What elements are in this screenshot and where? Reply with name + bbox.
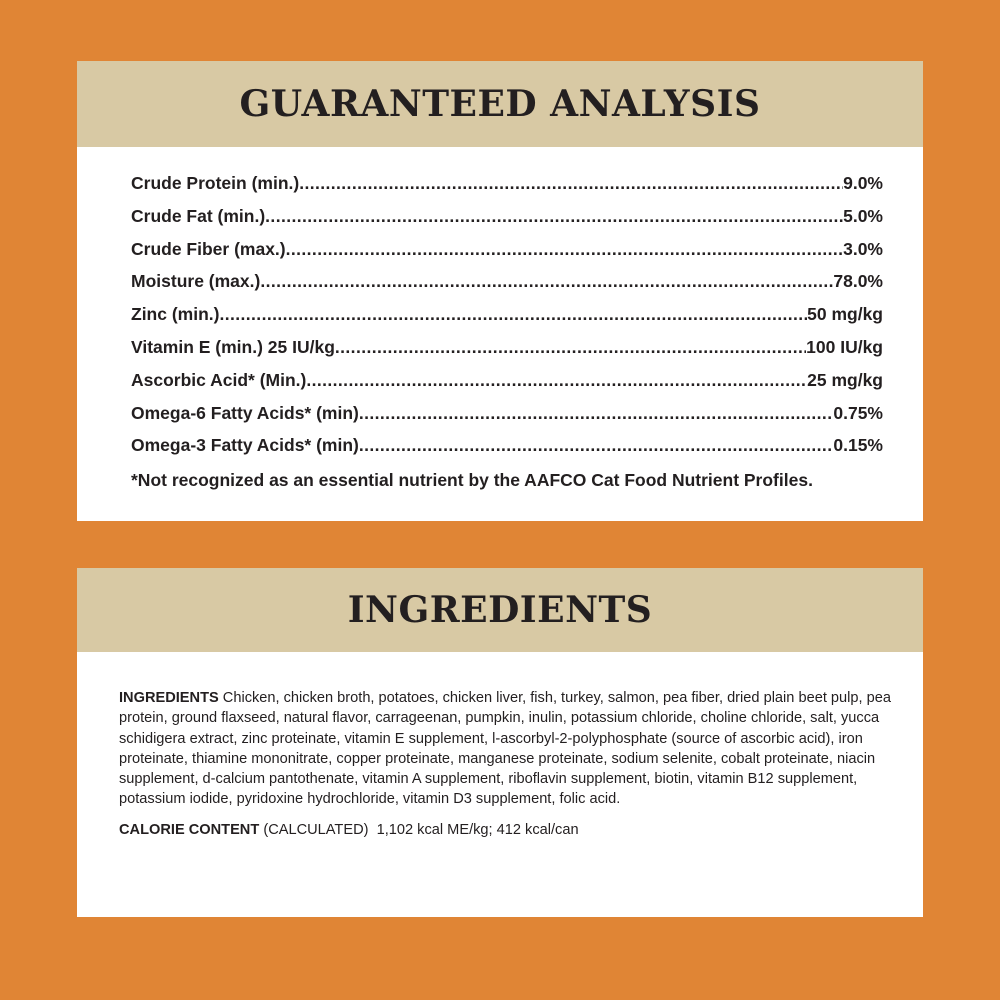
analysis-label: Zinc (min.): [131, 304, 220, 325]
analysis-label: Omega-6 Fatty Acids* (min): [131, 402, 359, 423]
ingredients-panel: [77, 568, 923, 917]
analysis-label: Omega-3 Fatty Acids* (min): [131, 435, 359, 456]
analysis-label: Crude Protein (min.): [131, 173, 300, 193]
dot-leader: [359, 435, 834, 456]
analysis-value: 0.15%: [833, 435, 883, 456]
ingredients-text: Chicken, chicken broth, potatoes, chicken liver, fish, turkey, salmon, pea fiber, dried plain beet pulp, pea protein, ground flaxseed, natural flavor, carrageenan, pumpkin, inulin, potassium chloride, choline chloride, salt, yucca schidigera extract, zinc proteinate, vitamin E supplement, l-ascorbyl-2-polyphosphate (source of ascorbic acid), iron proteinate, thiamine mononitrate, copper proteinate, manganese proteinate, sodium selenite, cobalt proteinate, niacin supplement, d-calcium pantothenate, vitamin A supplement, riboflavin supplement, biotin, vitamin B12 supplement, potassium iodide, pyridoxine hydrochloride, vitamin D3 supplement, folic acid.: [119, 690, 891, 808]
analysis-value: 0.75%: [833, 402, 883, 423]
calorie-content-value: 1,102 kcal ME/kg; 412 kcal/can: [376, 821, 579, 838]
analysis-label: Crude Fiber (max.): [131, 238, 286, 259]
calorie-content-qualifier: (CALCULATED): [263, 821, 369, 838]
analysis-label: Moisture (max.): [131, 271, 261, 292]
ingredients-lead: INGREDIENTS: [119, 690, 219, 706]
analysis-row-moisture: [131, 271, 883, 304]
aafco-footnote: *Not recognized as an essential nutrient by the AAFCO Cat Food Nutrient Profiles.: [131, 470, 813, 491]
ingredients-body: [119, 688, 894, 840]
dot-leader: [299, 173, 843, 194]
ingredients-title: INGREDIENTS: [347, 589, 653, 631]
analysis-row-crude-fat: [131, 206, 883, 239]
analysis-label: Crude Fat (min.): [131, 205, 266, 226]
analysis-label: Ascorbic Acid* (Min.): [131, 369, 307, 390]
guaranteed-analysis-header: [77, 61, 923, 147]
dot-leader: [286, 239, 843, 260]
analysis-table: [131, 173, 883, 491]
ingredients-header: [77, 568, 923, 652]
analysis-row-vitamin-e: [131, 337, 883, 370]
dot-leader: [335, 337, 806, 358]
analysis-value: 25 mg/kg: [807, 369, 883, 390]
guaranteed-analysis-panel: [77, 61, 923, 521]
analysis-row-ascorbic-acid: [131, 370, 883, 403]
analysis-value: 100 IU/kg: [806, 336, 883, 357]
guaranteed-analysis-title: GUARANTEED ANALYSIS: [239, 83, 761, 125]
analysis-row-omega-6: [131, 403, 883, 436]
analysis-value: 5.0%: [843, 205, 883, 226]
analysis-row-zinc: [131, 304, 883, 337]
analysis-row-omega-3: [131, 435, 883, 468]
dot-leader: [359, 403, 834, 424]
dot-leader: [306, 370, 807, 391]
analysis-label: Vitamin E (min.) 25 IU/kg: [131, 336, 335, 357]
dot-leader: [260, 271, 833, 292]
analysis-value: 3.0%: [843, 238, 883, 259]
analysis-value: 9.0%: [843, 173, 883, 193]
analysis-value: 50 mg/kg: [807, 304, 883, 325]
analysis-row-crude-fiber: [131, 239, 883, 272]
ingredients-paragraph: [119, 688, 894, 810]
calorie-content: [119, 820, 894, 840]
analysis-value: 78.0%: [833, 271, 883, 292]
calorie-content-lead: CALORIE CONTENT: [119, 821, 260, 838]
analysis-row-crude-protein: [131, 173, 883, 206]
dot-leader: [265, 206, 843, 227]
dot-leader: [219, 304, 807, 325]
